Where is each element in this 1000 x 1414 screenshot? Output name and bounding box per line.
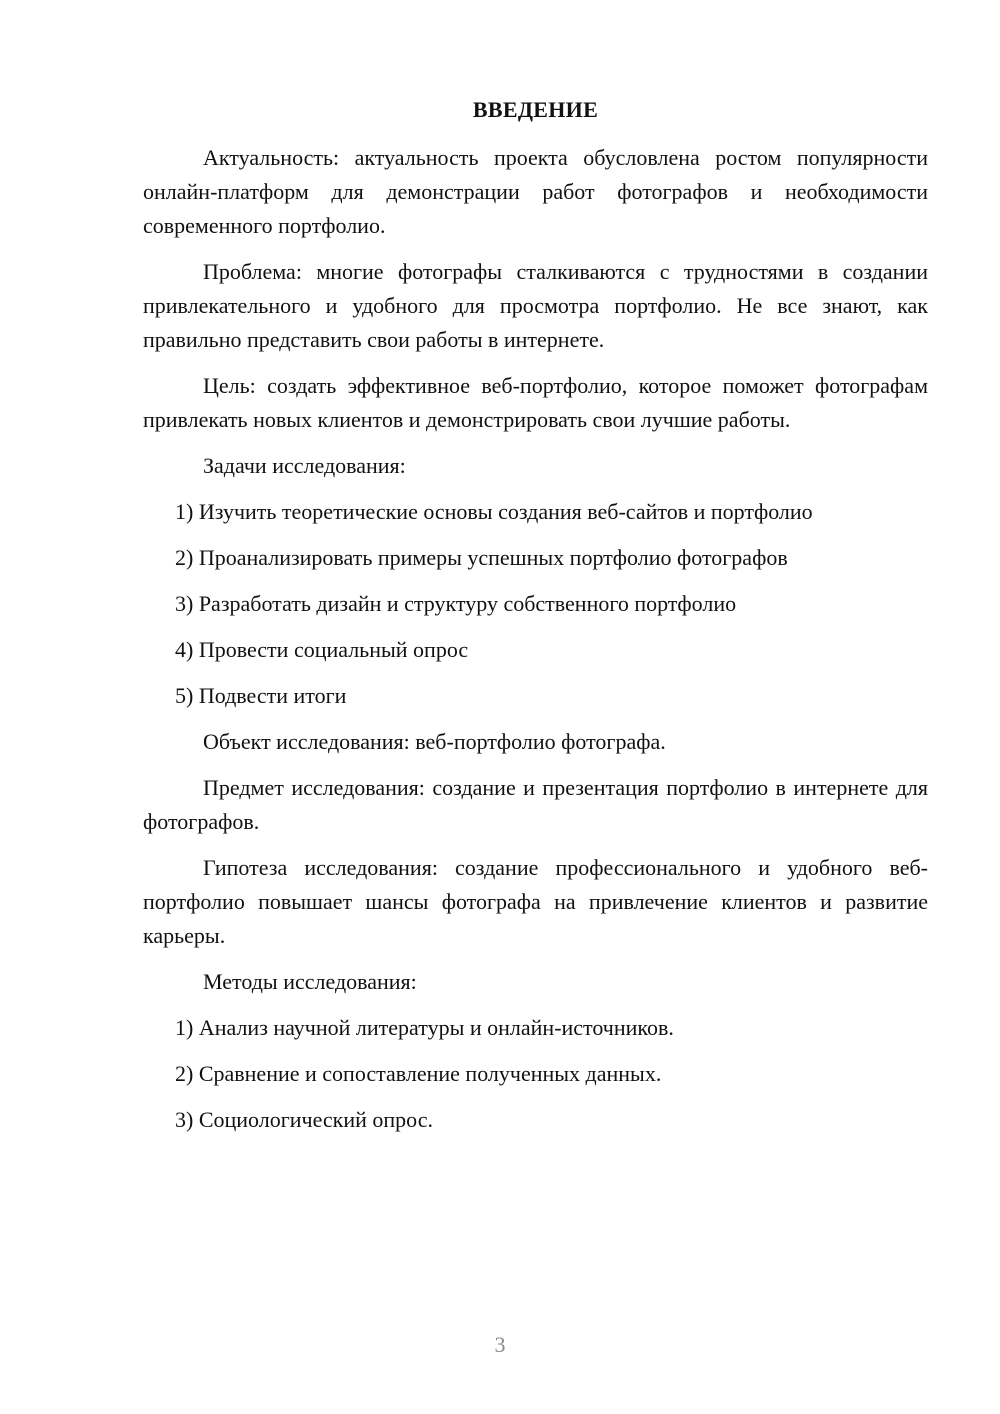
object-paragraph: Объект исследования: веб-портфолио фотографа. (203, 729, 666, 754)
hypothesis-paragraph: Гипотеза исследования: создание профессионального и удобного веб-портфолио повышает шансы фотографа на привлечение клиентов и развитие карьеры. (143, 855, 928, 948)
document-page (143, 95, 928, 1149)
tasks-heading: Задачи исследования: (203, 453, 406, 478)
list-item: 2) Проанализировать примеры успешных портфолио фотографов (175, 545, 788, 570)
goal-paragraph: Цель: создать эффективное веб-портфолио, которое поможет фотографам привлекать новых клиентов и демонстрировать свои лучшие работы. (143, 373, 928, 432)
page-number: 3 (494, 1332, 506, 1357)
problem-paragraph: Проблема: многие фотографы сталкиваются с трудностями в создании привлекательного и удобного для просмотра портфолио. Не все знают, как правильно представить свои работы в интернете. (143, 259, 928, 352)
section-title: ВВЕДЕНИЕ (472, 97, 599, 122)
relevance-paragraph: Актуальность: актуальность проекта обусловлена ростом популярности онлайн-платформ для демонстрации работ фотографов и необходимости современного портфолио. (143, 145, 928, 238)
list-item: 4) Провести социальный опрос (175, 637, 469, 662)
list-item: 3) Разработать дизайн и структуру собственного портфолио (175, 591, 737, 616)
list-item: 5) Подвести итоги (175, 683, 347, 708)
list-item: 1) Изучить теоретические основы создания веб-сайтов и портфолио (175, 499, 813, 524)
list-item: 1) Анализ научной литературы и онлайн-источников. (175, 1015, 674, 1040)
methods-heading: Методы исследования: (203, 969, 417, 994)
list-item: 2) Сравнение и сопоставление полученных данных. (175, 1061, 662, 1086)
methods-list (143, 1011, 928, 1137)
list-item: 3) Социологический опрос. (175, 1107, 433, 1132)
tasks-list (143, 495, 928, 713)
subject-paragraph: Предмет исследования: создание и презентация портфолио в интернете для фотографов. (143, 775, 928, 834)
